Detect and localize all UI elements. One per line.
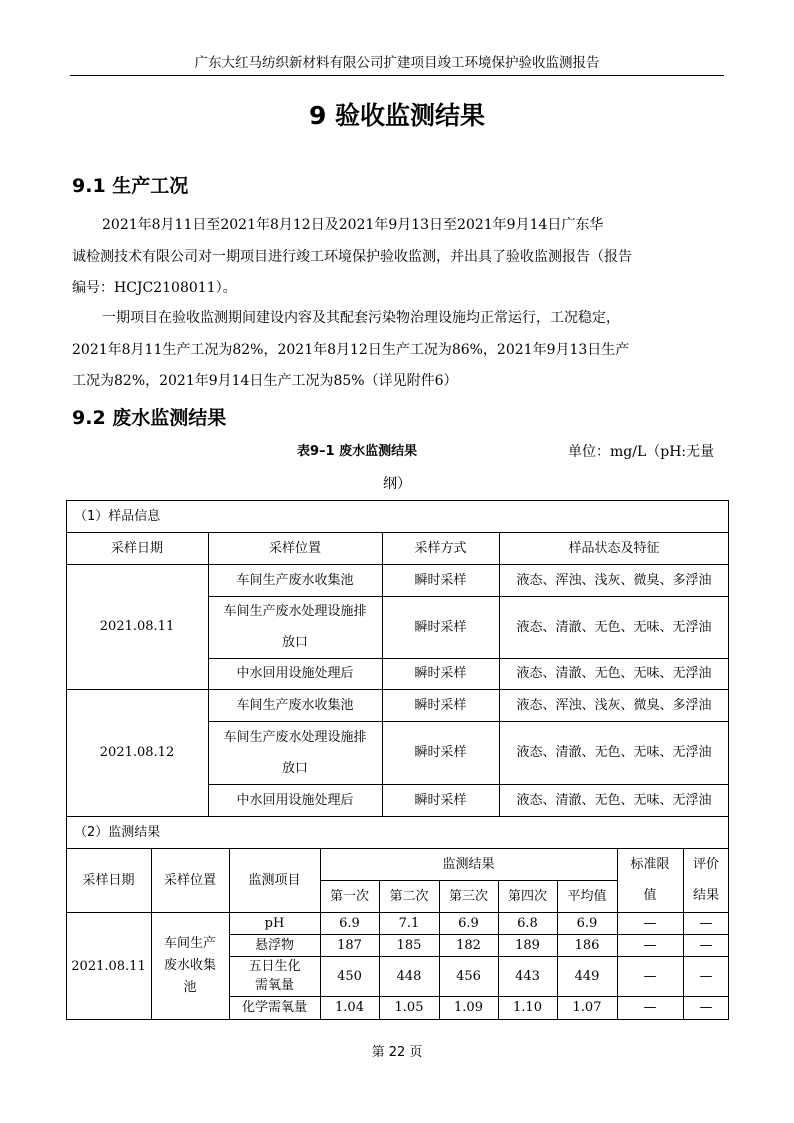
header-result-item: 监测项目 bbox=[248, 872, 301, 888]
result-location-line-3: 池 bbox=[183, 980, 197, 995]
result-location-line-2: 废水收集 bbox=[163, 958, 216, 973]
row-cod-value-1: 1.04 bbox=[335, 1000, 364, 1015]
group-1-row-2-method: 瞬时采样 bbox=[414, 619, 467, 635]
header-standard-limit-line-2: 值 bbox=[643, 888, 657, 903]
header-round-4: 第四次 bbox=[507, 888, 547, 904]
group-2-row-1-method: 瞬时采样 bbox=[414, 697, 467, 713]
row-ss-limit: — bbox=[643, 937, 657, 953]
row-cod-average: 1.07 bbox=[572, 1000, 602, 1015]
paragraph-2 bbox=[72, 303, 722, 398]
row-ss-value-3: 182 bbox=[456, 937, 481, 953]
result-date: 2021.08.11 bbox=[71, 958, 146, 974]
row-ss-value-4: 189 bbox=[515, 937, 540, 953]
row-bod-value-3: 456 bbox=[456, 968, 481, 984]
row-bod-value-2: 448 bbox=[396, 968, 422, 984]
row-ph-average: 6.9 bbox=[576, 915, 598, 931]
group-2-row-2-method: 瞬时采样 bbox=[414, 745, 467, 760]
paragraph-2-line-3: 工况为82%，2021年9月14日生产工况为85%（详见附件6） bbox=[72, 373, 458, 389]
group-1-row-1-location: 车间生产废水收集池 bbox=[236, 572, 354, 588]
header-results: 监测结果 bbox=[442, 856, 495, 872]
paragraph-1 bbox=[72, 210, 722, 305]
result-location bbox=[151, 912, 229, 1020]
group-1-row-1-state: 液态、浑浊、浅灰、微臭、多浮油 bbox=[516, 572, 712, 588]
row-ss-eval: — bbox=[699, 937, 713, 953]
paragraph-1-line-3: 编号：HCJC2108011）。 bbox=[72, 280, 237, 296]
row-cod-eval: — bbox=[699, 1000, 713, 1015]
row-cod-value-3: 1.09 bbox=[454, 1000, 483, 1015]
table-caption: 表9–1 废水监测结果 bbox=[297, 444, 418, 459]
header-evaluation bbox=[683, 848, 729, 912]
header-round-3: 第三次 bbox=[448, 888, 488, 904]
result-location-line-1: 车间生产 bbox=[163, 936, 216, 951]
header-evaluation-line-1: 评价 bbox=[692, 857, 719, 872]
group-2-row-2-location-line-2: 放口 bbox=[281, 760, 308, 776]
page-number: 第 22 页 bbox=[371, 1045, 423, 1060]
row-bod-value-1: 450 bbox=[337, 968, 362, 984]
paragraph-2-line-2: 2021年8月11生产工况为82%，2021年8月12日生产工况为86%，2021年9月13日生产 bbox=[72, 341, 630, 358]
row-bod-eval: — bbox=[699, 968, 713, 984]
group-2-row-3-location: 中水回用设施处理后 bbox=[236, 792, 354, 808]
row-ph-value-3: 6.9 bbox=[458, 915, 479, 931]
header-sample-date: 采样日期 bbox=[110, 540, 163, 556]
paragraph-2-line-1: 一期项目在验收监测期间建设内容及其配套污染物治理设施均正常运行，工况稳定， bbox=[102, 310, 620, 326]
paragraph-1-line-2: 诚检测技术有限公司对一期项目进行竣工环境保护验收监测，并出具了验收监测报告（报告 bbox=[72, 248, 632, 265]
row-ph-item: pH bbox=[264, 915, 285, 931]
header-sample-location: 采样位置 bbox=[268, 540, 321, 556]
group-1-row-3-state: 液态、清澈、无色、无味、无浮油 bbox=[516, 666, 712, 681]
group-1-date: 2021.08.11 bbox=[99, 619, 175, 634]
group-1-row-2-location bbox=[208, 596, 382, 658]
row-ss-value-1: 187 bbox=[337, 937, 362, 953]
header-evaluation-line-2: 结果 bbox=[692, 888, 719, 903]
results-title: （2）监测结果 bbox=[74, 824, 161, 840]
header-round-1: 第一次 bbox=[329, 888, 369, 904]
header-average: 平均值 bbox=[567, 888, 607, 904]
row-cod-limit: — bbox=[643, 1000, 657, 1015]
wastewater-table bbox=[66, 500, 729, 1020]
section-heading-9-2: 9.2 废水监测结果 bbox=[72, 407, 227, 429]
table-unit-line-2: 纲） bbox=[383, 476, 411, 492]
section-heading-9-1: 9.1 生产工况 bbox=[72, 175, 189, 197]
group-2-row-2-location-line-1: 车间生产废水处理设施排 bbox=[223, 729, 367, 745]
table-unit-line-1: 单位：mg/L（pH:无量 bbox=[568, 444, 715, 460]
group-1-row-3-method: 瞬时采样 bbox=[414, 666, 467, 681]
group-1-row-2-state: 液态、清澈、无色、无味、无浮油 bbox=[516, 619, 712, 635]
row-cod-value-4: 1.10 bbox=[513, 1000, 542, 1015]
header-result-location: 采样位置 bbox=[163, 872, 216, 888]
header-result-date: 采样日期 bbox=[82, 872, 135, 888]
group-2-date: 2021.08.12 bbox=[99, 745, 175, 760]
row-ph-value-4: 6.8 bbox=[517, 915, 538, 931]
row-ph-value-2: 7.1 bbox=[398, 915, 420, 931]
report-header: 广东大红马纺织新材料有限公司扩建项目竣工环境保护验收监测报告 bbox=[194, 55, 600, 71]
row-bod-average: 449 bbox=[574, 968, 600, 984]
group-2-row-1-location: 车间生产废水收集池 bbox=[236, 697, 354, 713]
header-rule bbox=[70, 75, 724, 76]
paragraph-1-line-1: 2021年8月11日至2021年8月12日及2021年9月13日至2021年9月14日广东华 bbox=[102, 217, 604, 233]
row-ss-item: 悬浮物 bbox=[254, 937, 294, 953]
row-bod-item-line-2: 需氧量 bbox=[254, 978, 294, 993]
group-2-row-3-state: 液态、清澈、无色、无味、无浮油 bbox=[516, 792, 712, 808]
header-sample-state: 样品状态及特征 bbox=[568, 540, 660, 556]
row-ph-eval: — bbox=[699, 915, 713, 931]
header-standard-limit-line-1: 标准限 bbox=[630, 857, 670, 872]
header-sample-method: 采样方式 bbox=[414, 540, 467, 556]
row-bod-item-line-1: 五日生化 bbox=[248, 959, 301, 974]
row-ph-limit: — bbox=[643, 915, 657, 931]
row-ph-value-1: 6.9 bbox=[339, 915, 360, 931]
row-cod-item: 化学需氧量 bbox=[241, 1000, 307, 1015]
group-1-row-2-location-line-1: 车间生产废水处理设施排 bbox=[223, 604, 367, 619]
row-bod-value-4: 443 bbox=[515, 968, 540, 984]
row-bod-item bbox=[229, 956, 320, 996]
group-2-row-1-state: 液态、浑浊、浅灰、微臭、多浮油 bbox=[516, 697, 712, 713]
row-cod-value-2: 1.05 bbox=[394, 1000, 424, 1015]
header-standard-limit bbox=[617, 848, 683, 912]
sample-info-title: （1）样品信息 bbox=[74, 508, 161, 524]
group-1-row-2-location-line-2: 放口 bbox=[281, 635, 308, 650]
group-2-row-2-location bbox=[208, 721, 382, 784]
row-ss-average: 186 bbox=[574, 937, 600, 953]
group-1-row-3-location: 中水回用设施处理后 bbox=[236, 666, 354, 681]
group-1-row-1-method: 瞬时采样 bbox=[414, 572, 467, 588]
chapter-title: 9 验收监测结果 bbox=[308, 101, 486, 130]
header-round-2: 第二次 bbox=[389, 888, 429, 904]
row-bod-limit: — bbox=[643, 968, 657, 984]
group-2-row-3-method: 瞬时采样 bbox=[414, 792, 467, 808]
group-2-row-2-state: 液态、清澈、无色、无味、无浮油 bbox=[516, 745, 712, 760]
row-ss-value-2: 185 bbox=[396, 937, 422, 953]
